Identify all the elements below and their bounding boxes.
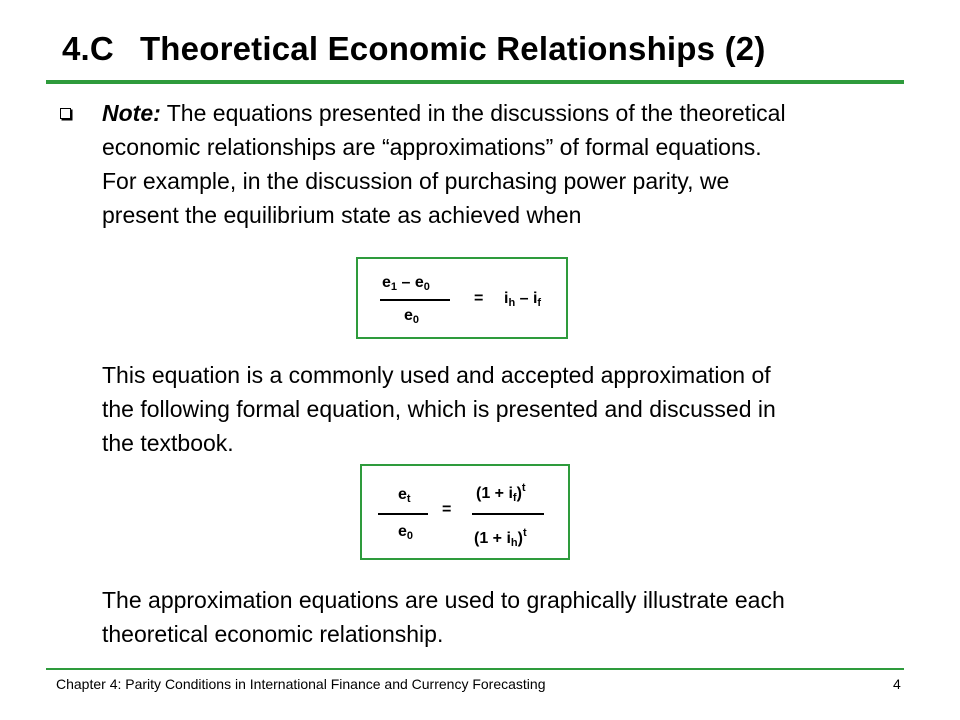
footer-divider: [46, 668, 904, 670]
eq1-denominator: $e_0$: [404, 307, 420, 326]
page-number: 4: [893, 676, 901, 692]
explanation-line-3: the textbook.: [102, 430, 234, 456]
square-bullet-icon: [60, 108, 71, 119]
explanation-line-2: the following formal equation, which is presented and discussed in: [102, 396, 776, 422]
eq2-rhs-numerator: $(1 + i_f)^t$: [476, 482, 526, 504]
closing-line-1: The approximation equations are used to graphically illustrate each: [102, 587, 785, 613]
title-text: Theoretical Economic Relationships (2): [139, 30, 766, 67]
title-number: 4.C: [62, 30, 114, 67]
explanation-line-1: This equation is a commonly used and accepted approximation of: [102, 362, 771, 388]
title-divider: [46, 80, 904, 84]
eq2-equals-sign: =: [442, 501, 452, 518]
note-label: Note:: [102, 100, 161, 126]
slide-title: [62, 30, 766, 68]
eq2-rhs-denominator: $(1 + i_h)^t$: [474, 527, 527, 549]
eq2-lhs-numerator: $e_t$: [398, 486, 411, 505]
eq2-rhs-fraction-bar: [472, 513, 544, 515]
explanation-paragraph: [102, 358, 902, 460]
closing-paragraph: [102, 583, 902, 651]
eq1-equals-sign: =: [474, 290, 484, 307]
eq2-lhs-fraction-bar: [378, 513, 428, 515]
note-paragraph: [102, 96, 902, 232]
note-line-2: economic relationships are “approximations” of formal equations.: [102, 134, 762, 160]
eq1-rhs: $i_h - i_f$: [504, 290, 542, 309]
eq1-numerator: $e_1 - e_0$: [382, 274, 430, 293]
footer-chapter-text: Chapter 4: Parity Conditions in International Finance and Currency Forecasting: [56, 676, 546, 692]
note-line-4: present the equilibrium state as achieved when: [102, 202, 582, 228]
approximation-equation-box: [356, 257, 568, 339]
eq2-lhs-denominator: $e_0$: [398, 523, 414, 542]
note-line-3: For example, in the discussion of purchasing power parity, we: [102, 168, 730, 194]
note-line-1: Note: The equations presented in the discussions of the theoretical: [102, 100, 786, 126]
closing-line-2: theoretical economic relationship.: [102, 621, 444, 647]
formal-equation-box: [360, 464, 570, 560]
eq1-fraction-bar: [380, 299, 450, 301]
